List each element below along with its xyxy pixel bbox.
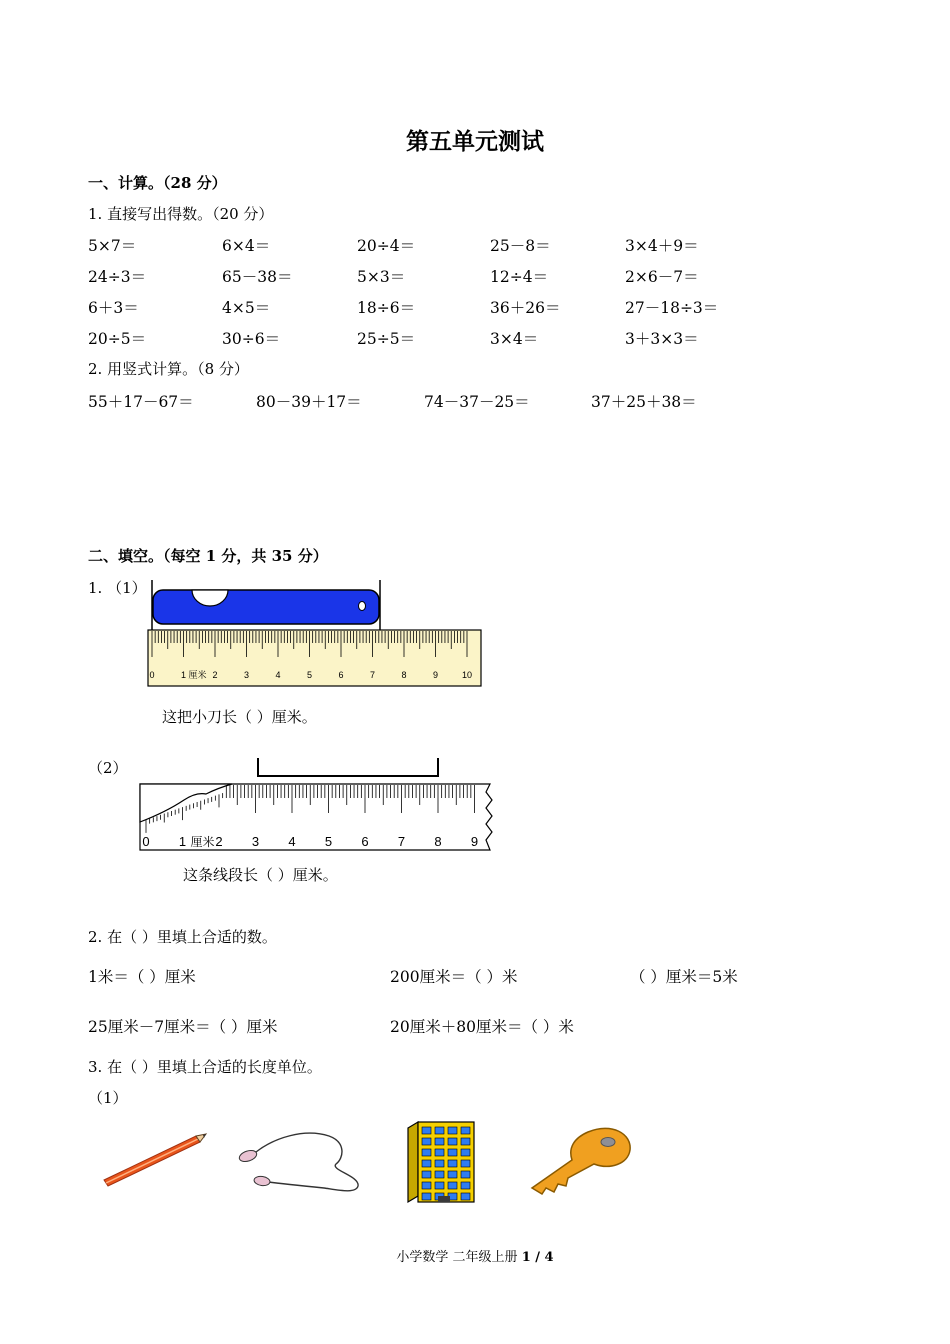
- ruler1-unit: 厘米: [188, 671, 207, 681]
- expr: 30÷6＝: [222, 330, 281, 348]
- section1-heading: 一、计算。（28 分）: [88, 174, 227, 192]
- building-window: [435, 1127, 444, 1134]
- section1-q1-label: 1. 直接写出得数。（20 分）: [88, 205, 274, 223]
- ruler1-label: 7: [369, 670, 376, 680]
- building-window: [461, 1127, 470, 1134]
- ruler2-unit: 厘米: [190, 835, 215, 849]
- conversion-item: （ ）厘米＝5米: [630, 968, 738, 986]
- building-window: [435, 1149, 444, 1156]
- vertical-calc-item: 55＋17－67＝: [88, 393, 194, 411]
- ruler2-label: 0: [142, 834, 150, 849]
- expr: 24÷3＝: [88, 268, 147, 286]
- expr: 12÷4＝: [490, 268, 549, 286]
- ruler2-label: 7: [397, 834, 406, 849]
- page-title: 第五单元测试: [406, 128, 544, 155]
- expr: 6×4＝: [222, 237, 271, 255]
- building-window: [422, 1171, 431, 1178]
- section2-q3-sub: （1）: [88, 1089, 128, 1107]
- building-window: [435, 1160, 444, 1167]
- ruler1-label: 9: [432, 670, 439, 680]
- knife-icon: [153, 590, 379, 624]
- expr: 4×5＝: [222, 299, 271, 317]
- building-window: [448, 1171, 457, 1178]
- expr: 25－8＝: [490, 237, 551, 255]
- ruler2-label: 2: [215, 834, 223, 849]
- building-window: [435, 1171, 444, 1178]
- section2-heading: 二、填空。（每空 1 分，共 35 分）: [88, 547, 328, 565]
- line-segment: [258, 758, 438, 776]
- building-window: [448, 1138, 457, 1145]
- knife-ruler-figure: [140, 578, 490, 688]
- expr: 6＋3＝: [88, 299, 139, 317]
- page-number: 1 / 4: [521, 1250, 554, 1265]
- ruler2-label: 1: [178, 834, 187, 849]
- ruler1-label: 10: [461, 670, 473, 680]
- building-window: [448, 1127, 457, 1134]
- building-door: [438, 1196, 450, 1202]
- vertical-calc-item: 74－37－25＝: [424, 393, 530, 411]
- building-window: [461, 1149, 470, 1156]
- knife-hole: [359, 602, 366, 611]
- conversion-item: 200厘米＝（ ）米: [390, 968, 518, 986]
- expr: 36＋26＝: [490, 299, 561, 317]
- ruler2-label: 9: [470, 834, 479, 849]
- ruler1-label: 5: [306, 670, 313, 680]
- ruler2-label: 8: [434, 834, 442, 849]
- expr: 20÷4＝: [357, 237, 416, 255]
- building-window: [461, 1138, 470, 1145]
- footer-text: 小学数学 二年级上册: [396, 1250, 522, 1265]
- building-window: [422, 1127, 431, 1134]
- ruler1-label: 1: [180, 670, 187, 680]
- expr: 3×4＋9＝: [625, 237, 699, 255]
- building-window: [422, 1160, 431, 1167]
- expr: 18÷6＝: [357, 299, 416, 317]
- ruler2-label: 4: [288, 834, 296, 849]
- segment-ruler-figure: [136, 752, 498, 856]
- knife-length-sentence: 这把小刀长（ ）厘米。: [162, 708, 317, 726]
- section2-q3-label: 3. 在（ ）里填上合适的长度单位。: [88, 1058, 322, 1076]
- expr: 5×3＝: [357, 268, 406, 286]
- segment-length-sentence: 这条线段长（ ）厘米。: [183, 866, 338, 884]
- expr: 25÷5＝: [357, 330, 416, 348]
- expr: 27－18÷3＝: [625, 299, 719, 317]
- section2-q1-label2: （2）: [88, 759, 128, 777]
- building-window: [422, 1182, 431, 1189]
- section1-q2-label: 2. 用竖式计算。（8 分）: [88, 360, 249, 378]
- building-window: [461, 1182, 470, 1189]
- page-footer: [0, 1246, 950, 1265]
- building-window: [435, 1138, 444, 1145]
- ruler1-label: 2: [212, 670, 218, 680]
- ruler1-label: 8: [401, 670, 407, 680]
- vertical-calc-item: 37＋25＋38＝: [591, 393, 697, 411]
- ruler1-label: 0: [149, 670, 155, 680]
- key-icon: [528, 1124, 636, 1198]
- earphone-icon: [234, 1128, 366, 1196]
- building-window: [461, 1193, 470, 1200]
- building-window: [422, 1149, 431, 1156]
- ruler2-label: 3: [251, 834, 260, 849]
- building-window: [422, 1193, 431, 1200]
- expr: 2×6－7＝: [625, 268, 699, 286]
- ruler2-label: 5: [324, 834, 333, 849]
- expr: 3×4＝: [490, 330, 539, 348]
- expr: 5×7＝: [88, 237, 137, 255]
- ruler2-label: 6: [361, 834, 369, 849]
- building-window: [461, 1160, 470, 1167]
- ruler1-label: 6: [338, 670, 344, 680]
- pencil-icon: [100, 1132, 210, 1188]
- building-icon: [404, 1118, 480, 1206]
- ruler1-label: 4: [275, 670, 281, 680]
- expr: 20÷5＝: [88, 330, 147, 348]
- conversion-item: 20厘米＋80厘米＝（ ）米: [390, 1018, 574, 1036]
- conversion-item: 25厘米－7厘米＝（ ）厘米: [88, 1018, 278, 1036]
- building-window: [448, 1149, 457, 1156]
- expr: 65－38＝: [222, 268, 293, 286]
- expr: 3＋3×3＝: [625, 330, 699, 348]
- vertical-calc-item: 80－39＋17＝: [256, 393, 362, 411]
- building-window: [435, 1182, 444, 1189]
- conversion-item: 1米＝（ ）厘米: [88, 968, 196, 986]
- building-window: [422, 1138, 431, 1145]
- ruler1-label: 3: [243, 670, 250, 680]
- section2-q1-label1: 1. （1）: [88, 579, 147, 597]
- section2-q2-label: 2. 在（ ）里填上合适的数。: [88, 928, 277, 946]
- building-window: [461, 1171, 470, 1178]
- building-window: [448, 1182, 457, 1189]
- building-window: [448, 1160, 457, 1167]
